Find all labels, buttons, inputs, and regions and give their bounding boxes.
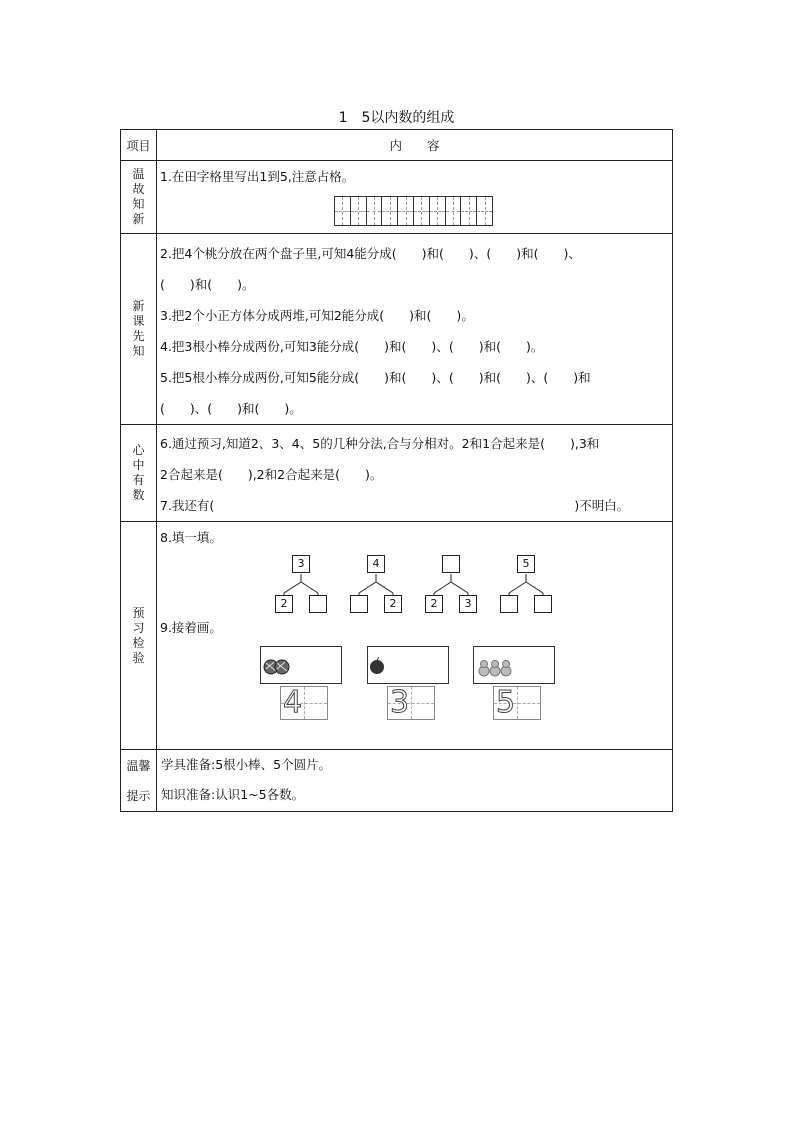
drawing-box-pear[interactable] [473,646,555,684]
question-6b: 2合起来是( ),2和2合起来是( )。 [160,467,383,482]
question-9: 9.接着画。 [160,620,222,635]
question-5b: ( )、( )和( )。 [160,401,302,416]
header-item: 项目 [121,130,157,161]
header-row [121,130,673,161]
preview-label: 新课先知 [132,299,145,358]
preview-table [120,129,673,812]
number-tree [350,555,430,611]
outlined-number: 4 [282,685,303,720]
tip-tools: 学具准备:5根小棒、5个圆片。 [161,757,332,772]
tips-label-line1: 温馨 [126,758,151,773]
outlined-number: 3 [389,685,410,720]
number-writing-cells [157,686,672,724]
preview-row [121,234,673,425]
writing-grid[interactable] [334,196,493,226]
tips-row [121,750,673,812]
tree-right-box[interactable] [309,595,327,613]
pear-icon [474,647,554,683]
drawing-box-apple[interactable] [367,646,449,684]
question-3: 3.把2个小正方体分成两堆,可知2能分成( )和( )。 [160,308,474,323]
tree-top-box: 4 [367,555,385,573]
mind-label: 心中有数 [132,443,145,502]
tips-label-line2: 提示 [126,788,151,803]
check-row [121,522,673,750]
page-title: 1 5以内数的组成 [338,110,455,126]
mind-row [121,425,673,522]
tree-right-box: 3 [459,595,477,613]
number-tree [500,555,580,611]
question-5a: 5.把5根小棒分成两份,可知5能分成( )和( )、( )和( )、( )和 [160,370,591,385]
tree-right-box[interactable] [534,595,552,613]
question-1: 1.在田字格里写出1到5,注意占格。 [160,169,355,184]
number-tree [425,555,505,611]
question-6a: 6.通过预习,知道2、3、4、5的几种分法,合与分相对。2和1合起来是( ),3和 [160,436,600,451]
question-2b: ( )和( )。 [160,277,255,292]
tree-left-box: 2 [275,595,293,613]
question-7-start: 7.我还有( [160,498,215,513]
number-cell[interactable] [493,686,541,720]
review-row [121,161,673,234]
review-label: 温故知新 [132,167,145,226]
tree-top-box: 3 [292,555,310,573]
check-label: 预习检验 [132,605,145,665]
tree-left-box[interactable] [350,595,368,613]
drawing-boxes [157,642,672,686]
outlined-number: 5 [495,685,516,720]
tree-top-box[interactable] [442,555,460,573]
tree-left-box[interactable] [500,595,518,613]
question-4: 4.把3根小棒分成两份,可知3能分成( )和( )、( )和( )。 [160,339,544,354]
question-2a: 2.把4个桃分放在两个盘子里,可知4能分成( )和( )、( )和( )、 [160,246,581,261]
number-tree [275,555,355,611]
number-cell[interactable] [280,686,328,720]
question-8: 8.填一填。 [160,530,222,545]
header-content: 内 容 [157,130,673,161]
tree-top-box: 5 [517,555,535,573]
question-7 [157,490,672,521]
tree-left-box: 2 [425,595,443,613]
question-7-end: )不明白。 [574,498,630,513]
watermelon-icon [261,647,341,683]
tip-knowledge: 知识准备:认识1~5各数。 [161,787,305,802]
number-cell[interactable] [387,686,435,720]
number-trees [157,552,672,612]
drawing-box-watermelon[interactable] [260,646,342,684]
apple-icon [368,647,448,683]
tree-right-box: 2 [384,595,402,613]
